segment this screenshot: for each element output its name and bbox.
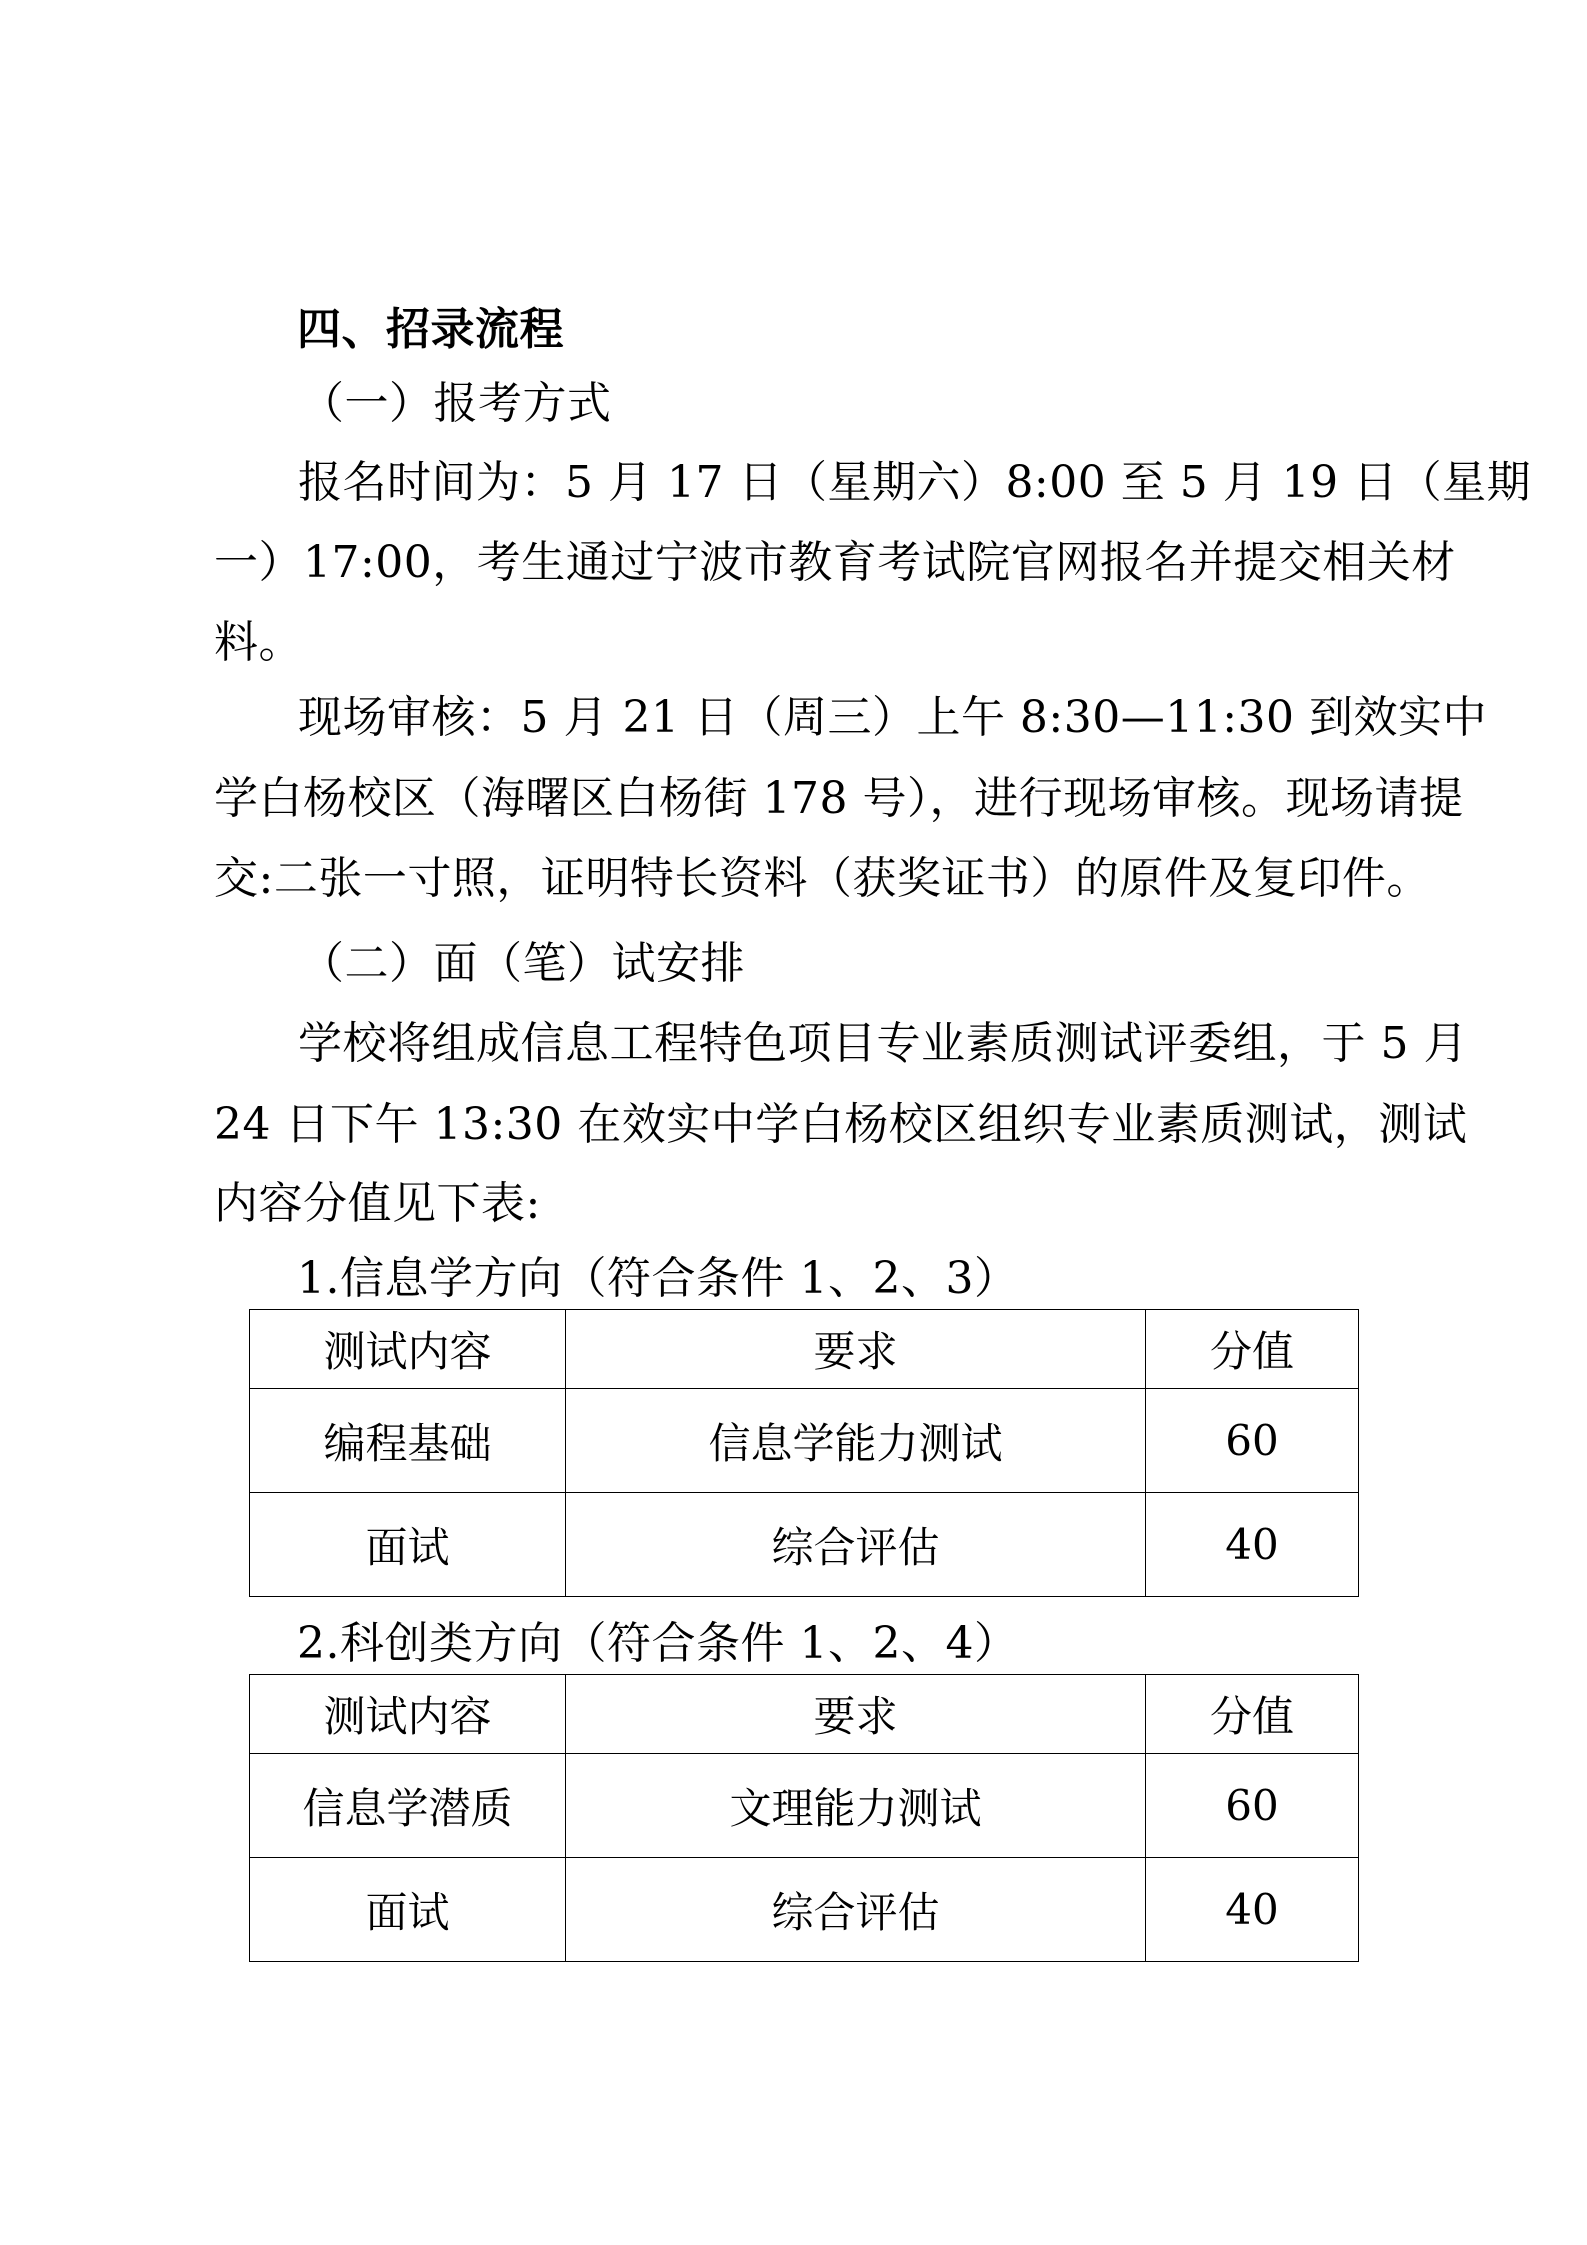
header-requirement: 要求 [566,1310,1146,1389]
science-innovation-score-table [249,1674,1359,1962]
cell-requirement: 文理能力测试 [566,1754,1146,1858]
cell-score: 40 [1146,1493,1359,1597]
cell-requirement: 综合评估 [566,1493,1146,1597]
table-row [250,1389,1359,1493]
informatics-score-table [249,1309,1359,1597]
header-score: 分值 [1146,1310,1359,1389]
exam-intro-line-1: 学校将组成信息工程特色项目专业素质测试评委组，于 5 月 [298,1018,1468,1069]
cell-test-content: 信息学潜质 [250,1754,566,1858]
cell-score: 60 [1146,1754,1359,1858]
table-row [250,1493,1359,1597]
exam-intro-line-2: 24 日下午 13:30 在效实中学白杨校区组织专业素质测试，测试 [214,1099,1468,1150]
table-caption-science-innovation: 2.科创类方向（符合条件 1、2、4） [297,1618,1019,1669]
header-test-content: 测试内容 [250,1675,566,1754]
header-score: 分值 [1146,1675,1359,1754]
table-header-row [250,1675,1359,1754]
registration-text-line-1: 报名时间为：5 月 17 日（星期六）8:00 至 5 月 19 日（星期 [298,457,1532,508]
subsection-title-exam: （二）面（笔）试安排 [300,938,745,989]
cell-score: 60 [1146,1389,1359,1493]
cell-test-content: 面试 [250,1493,566,1597]
subsection-title-registration: （一）报考方式 [300,378,612,429]
cell-requirement: 信息学能力测试 [566,1389,1146,1493]
review-text-line-1: 现场审核：5 月 21 日（周三）上午 8:30—11:30 到效实中 [298,692,1488,743]
section-title: 四、招录流程 [297,304,564,355]
exam-intro-line-3: 内容分值见下表: [214,1178,541,1229]
table-header-row [250,1310,1359,1389]
cell-requirement: 综合评估 [566,1858,1146,1962]
registration-text-line-3: 料。 [214,617,303,668]
registration-text-line-2: 一）17:00，考生通过宁波市教育考试院官网报名并提交相关材 [214,537,1456,588]
review-text-line-2: 学白杨校区（海曙区白杨街 178 号），进行现场审核。现场请提 [214,773,1464,824]
table-caption-informatics: 1.信息学方向（符合条件 1、2、3） [297,1253,1019,1304]
header-requirement: 要求 [566,1675,1146,1754]
header-test-content: 测试内容 [250,1310,566,1389]
review-text-line-3: 交:二张一寸照，证明特长资料（获奖证书）的原件及复印件。 [214,853,1431,904]
table-row [250,1754,1359,1858]
cell-test-content: 编程基础 [250,1389,566,1493]
cell-score: 40 [1146,1858,1359,1962]
cell-test-content: 面试 [250,1858,566,1962]
table-row [250,1858,1359,1962]
